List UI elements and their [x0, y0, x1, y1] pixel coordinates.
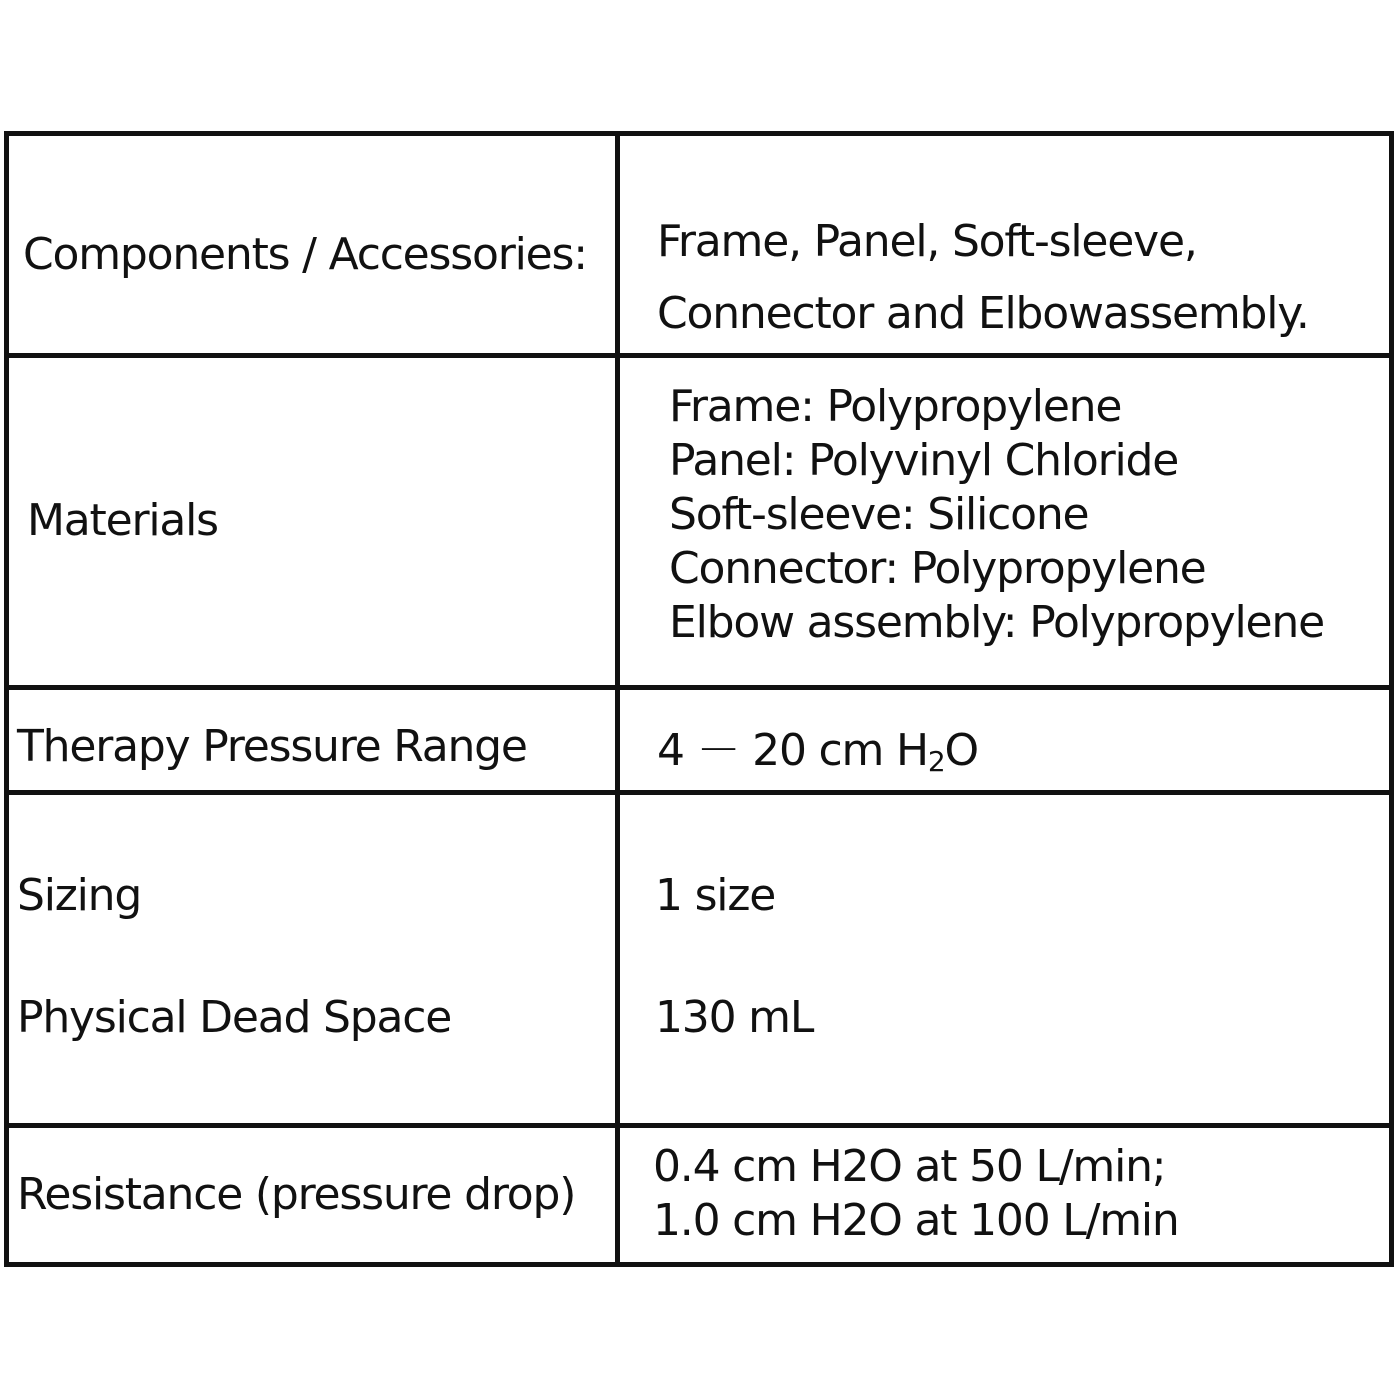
pressure-value-prefix: 4 － 20 cm H: [657, 725, 928, 776]
pressure-value-suffix: O: [944, 725, 978, 776]
spec-table: [4, 131, 1394, 1267]
pressure-label: Therapy Pressure Range: [17, 721, 527, 772]
materials-value-line: Soft-sleeve: Silicone: [669, 489, 1089, 540]
dead-space-value: 130 mL: [655, 992, 814, 1043]
table-row: [9, 690, 1389, 795]
materials-value-line: Connector: Polypropylene: [669, 543, 1206, 594]
components-value-line: Frame, Panel, Soft-sleeve,: [657, 216, 1197, 267]
components-value-line: Connector and Elbowassembly.: [657, 288, 1309, 339]
sizing-label: Sizing: [17, 870, 142, 921]
column-divider: [615, 136, 620, 1262]
resistance-value: [653, 1140, 1179, 1248]
materials-value-line: Frame: Polypropylene: [669, 381, 1122, 432]
table-row: [9, 136, 1389, 358]
components-value: [657, 206, 1309, 350]
materials-label: Materials: [27, 495, 218, 546]
materials-value: [669, 380, 1324, 650]
pressure-value-subscript: 2: [927, 745, 945, 778]
table-row: [9, 1128, 1389, 1262]
resistance-label: Resistance (pressure drop): [17, 1169, 576, 1220]
materials-value-line: Elbow assembly: Polypropylene: [669, 597, 1324, 648]
table-row: [9, 358, 1389, 690]
materials-value-line: Panel: Polyvinyl Chloride: [669, 435, 1179, 486]
pressure-value: [657, 724, 978, 789]
components-label: Components / Accessories:: [23, 229, 587, 280]
dead-space-label: Physical Dead Space: [17, 992, 452, 1043]
resistance-value-line: 1.0 cm H2O at 100 L/min: [653, 1195, 1179, 1246]
resistance-value-line: 0.4 cm H2O at 50 L/min;: [653, 1141, 1166, 1192]
table-row: [9, 795, 1389, 1128]
sizing-value: 1 size: [655, 870, 776, 921]
